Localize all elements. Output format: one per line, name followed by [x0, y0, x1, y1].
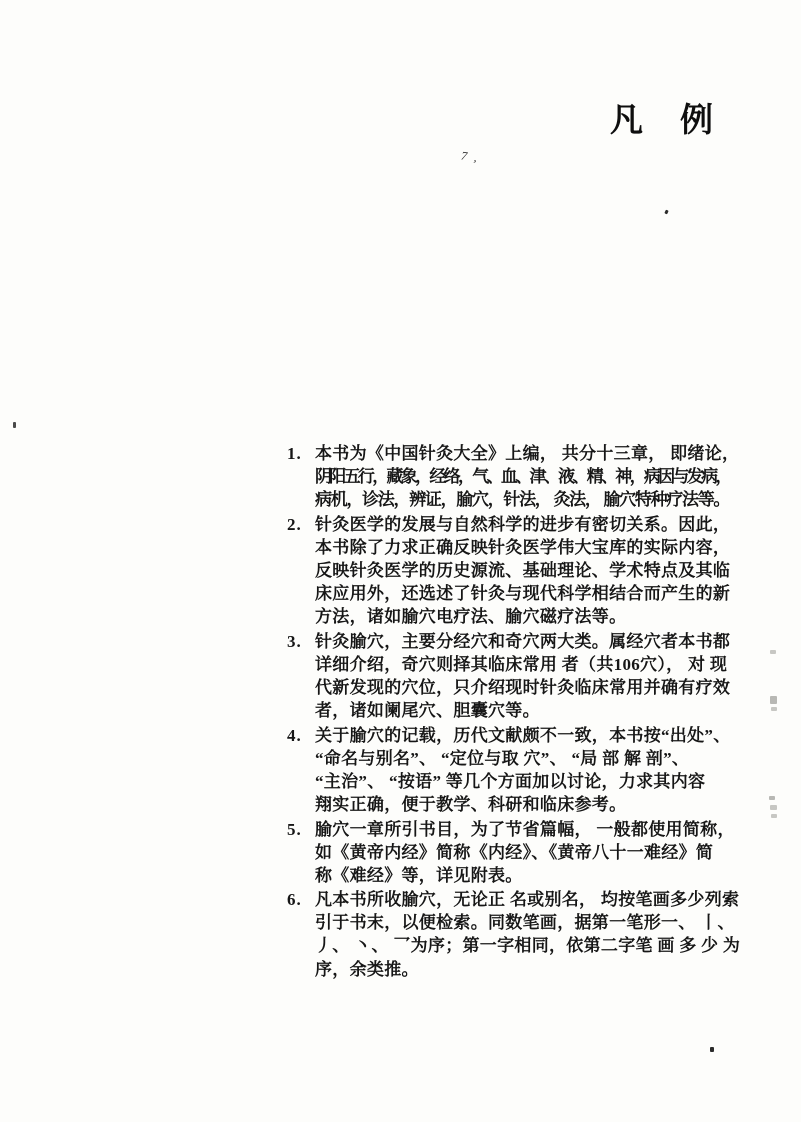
note-item-3: [287, 630, 731, 722]
note-item-2: [287, 513, 731, 628]
note-number: 2.: [287, 514, 302, 534]
note-text: [315, 724, 731, 816]
note-item-1: [287, 442, 740, 511]
ink-bleed-mark: [771, 707, 777, 711]
note-text: [315, 442, 740, 511]
note-item-6: [287, 888, 741, 980]
note-line: 者，诸如阑尾穴、胆囊穴等。: [315, 701, 540, 721]
note-line: 阴阳五行，藏象，经络，气、血、津、液、精、神，病因与发病，: [315, 467, 730, 487]
note-line: 如《黄帝内经》简称《内经》、《黄帝八十一难经》简: [315, 842, 714, 862]
note-text: [315, 888, 741, 980]
note-text: [315, 513, 731, 628]
ink-bleed-mark: [770, 805, 777, 810]
scan-speck: [664, 210, 668, 215]
note-item-4: [287, 724, 731, 816]
scan-speck: [710, 1047, 714, 1052]
note-line: 腧穴一章所引书目，为了节省篇幅， 一般都使用简称，: [315, 819, 735, 839]
note-number: 5.: [287, 819, 302, 839]
ink-bleed-mark: [770, 650, 776, 654]
note-line: 本书为《中国针灸大全》上编， 共分十三章， 即绪论，: [315, 444, 740, 463]
note-line: 称《难经》等，详见附表。: [315, 865, 523, 885]
page-title: 凡 例: [610, 103, 715, 139]
ink-bleed-mark: [769, 796, 775, 800]
note-line: 针灸腧穴，主要分经穴和奇穴两大类。属经穴者本书都: [315, 631, 731, 651]
note-number: 1.: [287, 444, 302, 463]
note-line: 详细介绍，奇穴则择其临床常用 者（共106穴）， 对 现: [315, 654, 728, 674]
note-line: 丿、 丶、 乛为序；第一字相同，依第二字笔 画 多 少 为: [315, 936, 741, 956]
note-line: 反映针灸医学的历史源流、基础理论、学术特点及其临: [315, 560, 731, 580]
note-text: [315, 818, 735, 887]
note-line: 本书除了力求正确反映针灸医学伟大宝库的实际内容，: [315, 537, 731, 557]
note-line: “主治”、 “按语” 等几个方面加以讨论，力求其内容: [315, 771, 706, 791]
note-line: 方法，诸如腧穴电疗法、腧穴磁疗法等。: [315, 607, 627, 627]
note-number: 4.: [287, 725, 302, 745]
ink-bleed-mark: [770, 696, 777, 704]
note-line: 翔实正确，便于教学、科研和临床参考。: [315, 794, 627, 814]
ink-bleed-mark: [771, 814, 777, 818]
note-item-5: [287, 818, 735, 887]
note-line: 关于腧穴的记载，历代文献颇不一致，本书按“出处”、: [315, 725, 731, 745]
scan-speck: [13, 422, 16, 428]
note-number: 6.: [287, 890, 302, 910]
note-line: 针灸医学的发展与自然科学的进步有密切关系。因此，: [315, 514, 731, 534]
note-line: 凡本书所收腧穴，无论正 名或别名， 均按笔画多少列索: [315, 890, 740, 910]
handwritten-pencil-mark: 7,: [460, 148, 485, 166]
notes-list: [287, 442, 741, 982]
note-line: 病机，诊法，辨证，腧穴，针法， 灸法， 腧穴特种疗法等。: [315, 490, 730, 510]
note-line: 代新发现的穴位，只介绍现时针灸临床常用并确有疗效: [315, 677, 731, 697]
note-line: 床应用外，还选述了针灸与现代科学相结合而产生的新: [315, 584, 731, 604]
note-number: 3.: [287, 631, 302, 651]
note-line: “命名与别名”、 “定位与取 穴”、 “局 部 解 剖”、: [315, 748, 690, 768]
note-text: [315, 630, 731, 722]
note-line: 引于书末，以便检索。同数笔画，据第一笔形一、 丨、: [315, 913, 735, 933]
note-line: 序，余类推。: [315, 959, 419, 979]
